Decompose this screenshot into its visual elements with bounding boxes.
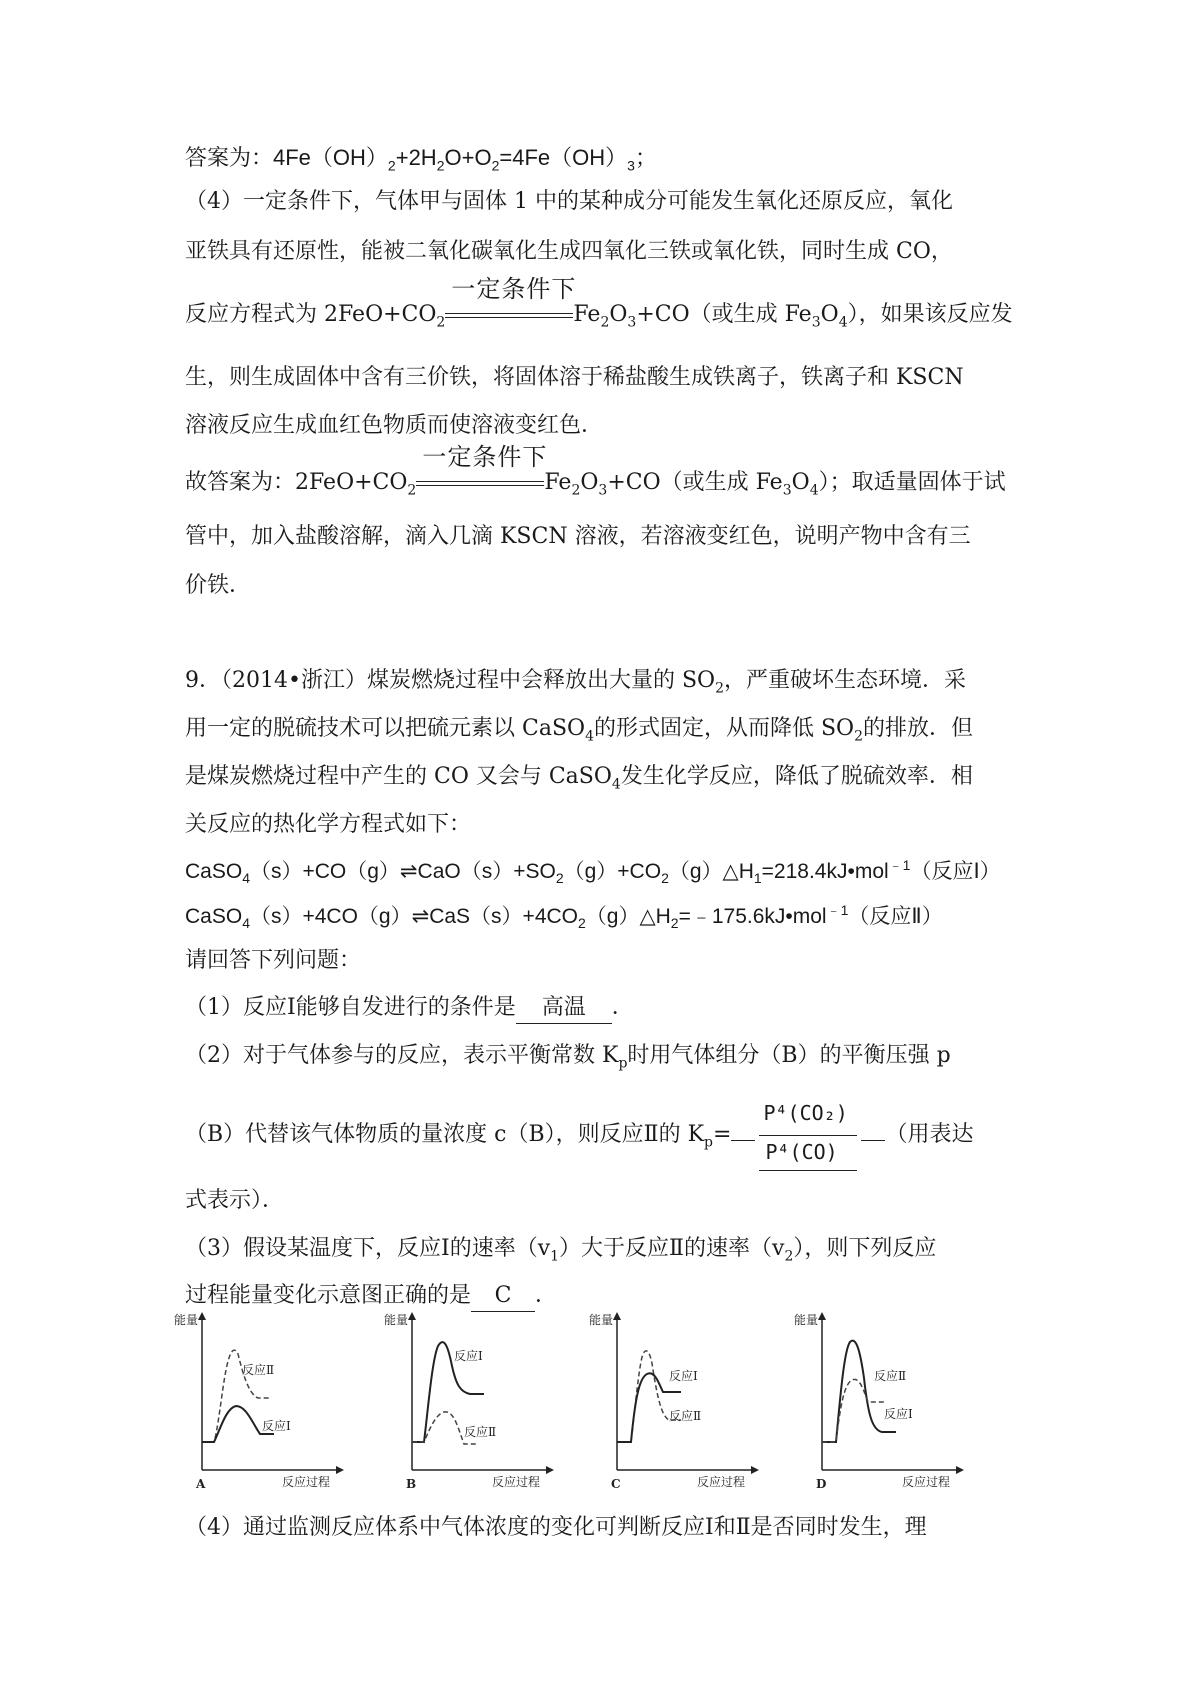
energy-axis-label: 能量 [174,1313,199,1327]
process-axis-label: 反应过程 [282,1475,331,1489]
para-4-line-5: 管中，加入盐酸溶解，滴入几滴 KSCN 溶液，若溶液变红色，说明产物中含有三 [185,524,971,549]
question-9-line-3: 是煤炭燃烧过程中产生的 CO 又会与 CaSO$_4$发生化学反应，降低了脱硫效率．相 [185,764,973,793]
label-reaction-i: 反应Ⅰ [884,1407,913,1421]
equation-line-2: 故答案为：$2FeO+CO_2$ 一定条件下 $Fe_2O_3+CO$（或生成 $Fe_3O_4$）；取适量固体于试 [185,443,1006,499]
energy-diagram-a [174,1310,342,1491]
answer-line-1: 答案为：$4Fe(OH)_2+2H_2O+O_2=4Fe(OH)_3$； [185,145,657,174]
sub-question-1: （1）反应Ⅰ能够自发进行的条件是 高温 ． [185,993,634,1024]
question-9-line-1: 9．（2014•浙江）煤炭燃烧过程中会释放出大量的 $SO_2$，严重破坏生态环境．采 [185,668,967,697]
sub-question-3-line-1: （3）假设某温度下，反应Ⅰ的速率$(v_1)$大于反应Ⅱ的速率$(v_2)$，则下列反应 [185,1236,937,1265]
equation-line-1: 反应方程式为 $2FeO+CO_2$ 一定条件下 $Fe_2O_3+CO$（或生成 $Fe_3O_4$），如果该反应发 [185,275,1013,331]
sub-question-4: （4）通过监测反应体系中气体浓度的变化可判断反应Ⅰ和Ⅱ是否同时发生，理 [185,1515,927,1540]
energy-diagram-b [384,1310,552,1491]
diagram-letter: D [816,1477,827,1491]
energy-axis-label: 能量 [794,1313,819,1327]
energy-axis-label: 能量 [384,1313,409,1327]
process-axis-label: 反应过程 [902,1475,951,1489]
sub-question-2-line-2: （B）代替该气体物质的量浓度 c（B），则反应Ⅱ的 $K_p=$ $\frac{\text{P⁴(CO₂)}}{\text{P⁴(CO)}}$ （用表达 [185,1100,973,1170]
process-axis-label: 反应过程 [697,1475,746,1489]
label-reaction-ii: 反应Ⅱ [669,1409,702,1423]
sub-question-2-line-1: （2）对于气体参与的反应，表示平衡常数 $K_p$时用气体组分（B）的平衡压强 p [185,1043,951,1072]
process-axis-label: 反应过程 [492,1475,541,1489]
condition-arrow: 一定条件下 [445,300,573,330]
energy-axis-label: 能量 [589,1313,614,1327]
diagram-letter: A [196,1477,206,1491]
answer-blank-3: C [471,1281,535,1312]
energy-diagram-d [794,1310,962,1491]
energy-diagram-c [589,1310,757,1491]
para-4-line-1: （4）一定条件下，气体甲与固体 1 中的某种成分可能发生氧化还原反应，氧化 [185,189,953,214]
question-9-line-4: 关反应的热化学方程式如下： [185,812,472,837]
question-9-line-2: 用一定的脱硫技术可以把硫元素以 CaSO$_4$的形式固定，从而降低 $SO_2$的排放．但 [185,716,974,745]
sub-question-3-line-2: 过程能量变化示意图正确的是 C ． [185,1281,557,1312]
para-4-line-6: 价铁． [185,573,252,598]
kp-fraction: $\frac{\text{P⁴(CO₂)}}{\text{P⁴(CO)}}$ [755,1100,861,1170]
thermo-equation-2: $CaSO_4(s)+4CO(g)\rightleftharpoons CaS(s)+4CO_2(g)\triangle H_2=﹣175.6kJ•mol^{﹣1}$（反应Ⅱ） [185,902,943,932]
para-4-line-4: 溶液反应生成血红色物质而使溶液变红色． [185,413,604,438]
para-4-line-2: 亚铁具有还原性，能被二氧化碳氧化生成四氧化三铁或氧化铁，同时生成 CO， [185,239,953,264]
condition-arrow: 一定条件下 [416,468,544,498]
label-reaction-ii: 反应Ⅱ [874,1369,907,1383]
diagram-letter: C [611,1477,621,1491]
label-reaction-ii: 反应Ⅱ [242,1363,275,1377]
para-4-line-3: 生，则生成固体中含有三价铁，将固体溶于稀盐酸生成铁离子，铁离子和 KSCN [185,365,964,390]
questions-prompt: 请回答下列问题： [185,948,362,973]
thermo-equation-1: $CaSO_4(s)+CO(g)\rightleftharpoons CaO(s)+SO_2(g)+CO_2(g)\triangle H_1=218.4kJ•mol^{﹣1}$（反应Ⅰ） [185,857,1001,887]
label-reaction-i: 反应Ⅰ [454,1349,483,1363]
answer-blank-1: 高温 [516,993,612,1024]
diagram-letter: B [406,1477,417,1491]
sub-question-2-line-3: 式表示）． [185,1188,285,1213]
label-reaction-ii: 反应Ⅱ [464,1425,497,1439]
label-reaction-i: 反应Ⅰ [262,1419,291,1433]
label-reaction-i: 反应Ⅰ [669,1369,698,1383]
